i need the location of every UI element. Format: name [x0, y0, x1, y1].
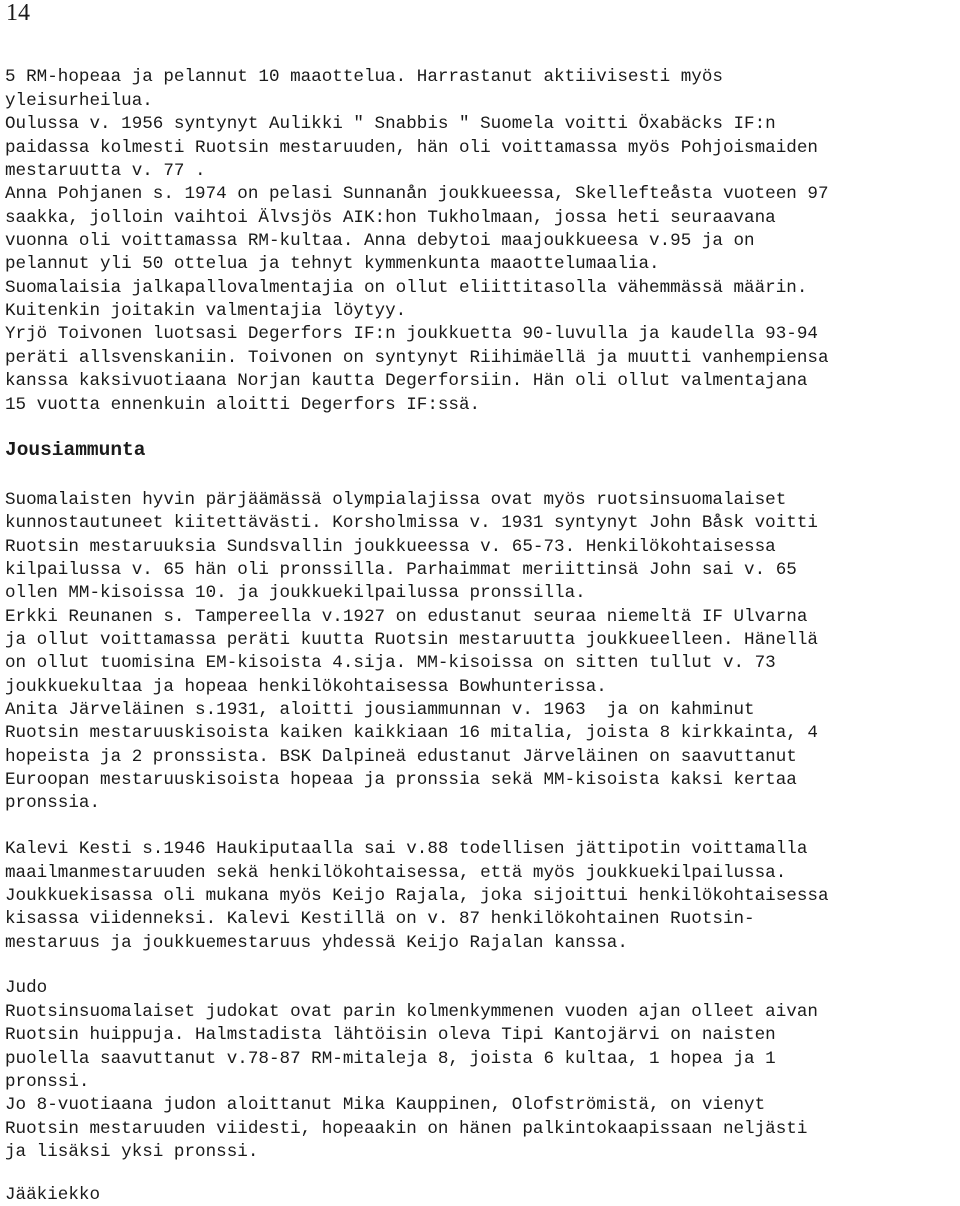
page-number: 14 [6, 0, 30, 26]
text-line: 5 RM-hopeaa ja pelannut 10 maaottelua. Harrastanut aktiivisesti myös [5, 67, 723, 87]
text-line: vuonna oli voittamassa RM-kultaa. Anna debytoi maajoukkueesa v.95 ja on [5, 231, 755, 251]
text-line: Kuitenkin joitakin valmentajia löytyy. [5, 301, 407, 321]
text-line: Anna Pohjanen s. 1974 on pelasi Sunnanån joukkueessa, Skellefteåsta vuoteen 97 [5, 184, 829, 204]
text-line: joukkuekultaa ja hopeaa henkilökohtaisessa Bowhunterissa. [5, 677, 607, 697]
text-line: kisassa viidenneksi. Kalevi Kestillä on v. 87 henkilökohtainen Ruotsin- [5, 909, 755, 929]
text-line: on ollut tuomisina EM-kisoista 4.sija. MM-kisoissa on sitten tullut v. 73 [5, 653, 776, 673]
text-line: Ruotsin mestaruuksia Sundsvallin joukkueessa v. 65-73. Henkilökohtaisessa [5, 537, 776, 557]
text-line: yleisurheilua. [5, 91, 153, 111]
text-line: mestaruus ja joukkuemestaruus yhdessä Keijo Rajalan kanssa. [5, 933, 628, 953]
text-line: Erkki Reunanen s. Tampereella v.1927 on edustanut seuraa niemeltä IF Ulvarna [5, 607, 808, 627]
text-line: Ruotsin mestaruuden viidesti, hopeaakin on hänen palkintokaapissaan neljästi [5, 1119, 808, 1139]
text-line: 15 vuotta ennenkuin aloitti Degerfors IF:ssä. [5, 395, 481, 415]
section-heading-judo: Judo [5, 978, 48, 998]
text-line: Yrjö Toivonen luotsasi Degerfors IF:n joukkuetta 90-luvulla ja kaudella 93-94 [5, 324, 818, 344]
text-line: Oulussa v. 1956 syntynyt Aulikki " Snabbis " Suomela voitti Öxabäcks IF:n [5, 114, 776, 134]
text-line: paidassa kolmesti Ruotsin mestaruuden, hän oli voittamassa myös Pohjoismaiden [5, 138, 818, 158]
text-line: maailmanmestaruuden sekä henkilökohtaisessa, että myös joukkuekilpailussa. [5, 863, 787, 883]
text-line: Ruotsinsuomalaiset judokat ovat parin kolmenkymmenen vuoden ajan olleet aivan [5, 1002, 818, 1022]
text-line: Jo 8-vuotiaana judon aloittanut Mika Kauppinen, Olofströmistä, on vienyt [5, 1095, 766, 1115]
text-line: Ruotsin mestaruuskisoista kaiken kaikkiaan 16 mitalia, joista 8 kirkkainta, 4 [5, 723, 818, 743]
text-line: puolella saavuttanut v.78-87 RM-mitaleja 8, joista 6 kultaa, 1 hopea ja 1 [5, 1049, 776, 1069]
text-line: Euroopan mestaruuskisoista hopeaa ja pronssia sekä MM-kisoista kaksi kertaa [5, 770, 797, 790]
text-line: Anita Järveläinen s.1931, aloitti jousiammunnan v. 1963 ja on kahminut [5, 700, 755, 720]
text-line: Joukkuekisassa oli mukana myös Keijo Rajala, joka sijoittui henkilökohtaisessa [5, 886, 829, 906]
text-line: kilpailussa v. 65 hän oli pronssilla. Parhaimmat meriittinsä John sai v. 65 [5, 560, 797, 580]
text-line: pelannut yli 50 ottelua ja tehnyt kymmenkunta maaottelumaalia. [5, 254, 660, 274]
text-line: Ruotsin huippuja. Halmstadista lähtöisin oleva Tipi Kantojärvi on naisten [5, 1025, 776, 1045]
text-line: saakka, jolloin vaihtoi Älvsjös AIK:hon Tukholmaan, jossa heti seuraavana [5, 208, 776, 228]
text-line: Kalevi Kesti s.1946 Haukiputaalla sai v.88 todellisen jättipotin voittamalla [5, 839, 808, 859]
text-line: Suomalaisten hyvin pärjäämässä olympialajissa ovat myös ruotsinsuomalaiset [5, 490, 787, 510]
text-line: Suomalaisia jalkapallovalmentajia on ollut eliittitasolla vähemmässä määrin. [5, 278, 808, 298]
text-line: peräti allsvenskaniin. Toivonen on syntynyt Riihimäellä ja muutti vanhempiensa [5, 348, 829, 368]
text-line: ja lisäksi yksi pronssi. [5, 1142, 259, 1162]
text-line: pronssia. [5, 793, 101, 813]
section-heading-jousiammunta: Jousiammunta [5, 439, 146, 461]
text-line: mestaruutta v. 77 . [5, 161, 206, 181]
text-line: pronssi. [5, 1072, 90, 1092]
text-line: ja ollut voittamassa peräti kuutta Ruotsin mestaruutta joukkueelleen. Hänellä [5, 630, 818, 650]
text-line: hopeista ja 2 pronssista. BSK Dalpineä edustanut Järveläinen on saavuttanut [5, 747, 797, 767]
text-line: kanssa kaksivuotiaana Norjan kautta Degerforsiin. Hän oli ollut valmentajana [5, 371, 808, 391]
section-heading-jaakiekko: Jääkiekko [5, 1185, 101, 1205]
text-line: ollen MM-kisoissa 10. ja joukkuekilpailussa pronssilla. [5, 583, 586, 603]
text-line: kunnostautuneet kiitettävästi. Korsholmissa v. 1931 syntynyt John Båsk voitti [5, 513, 818, 533]
